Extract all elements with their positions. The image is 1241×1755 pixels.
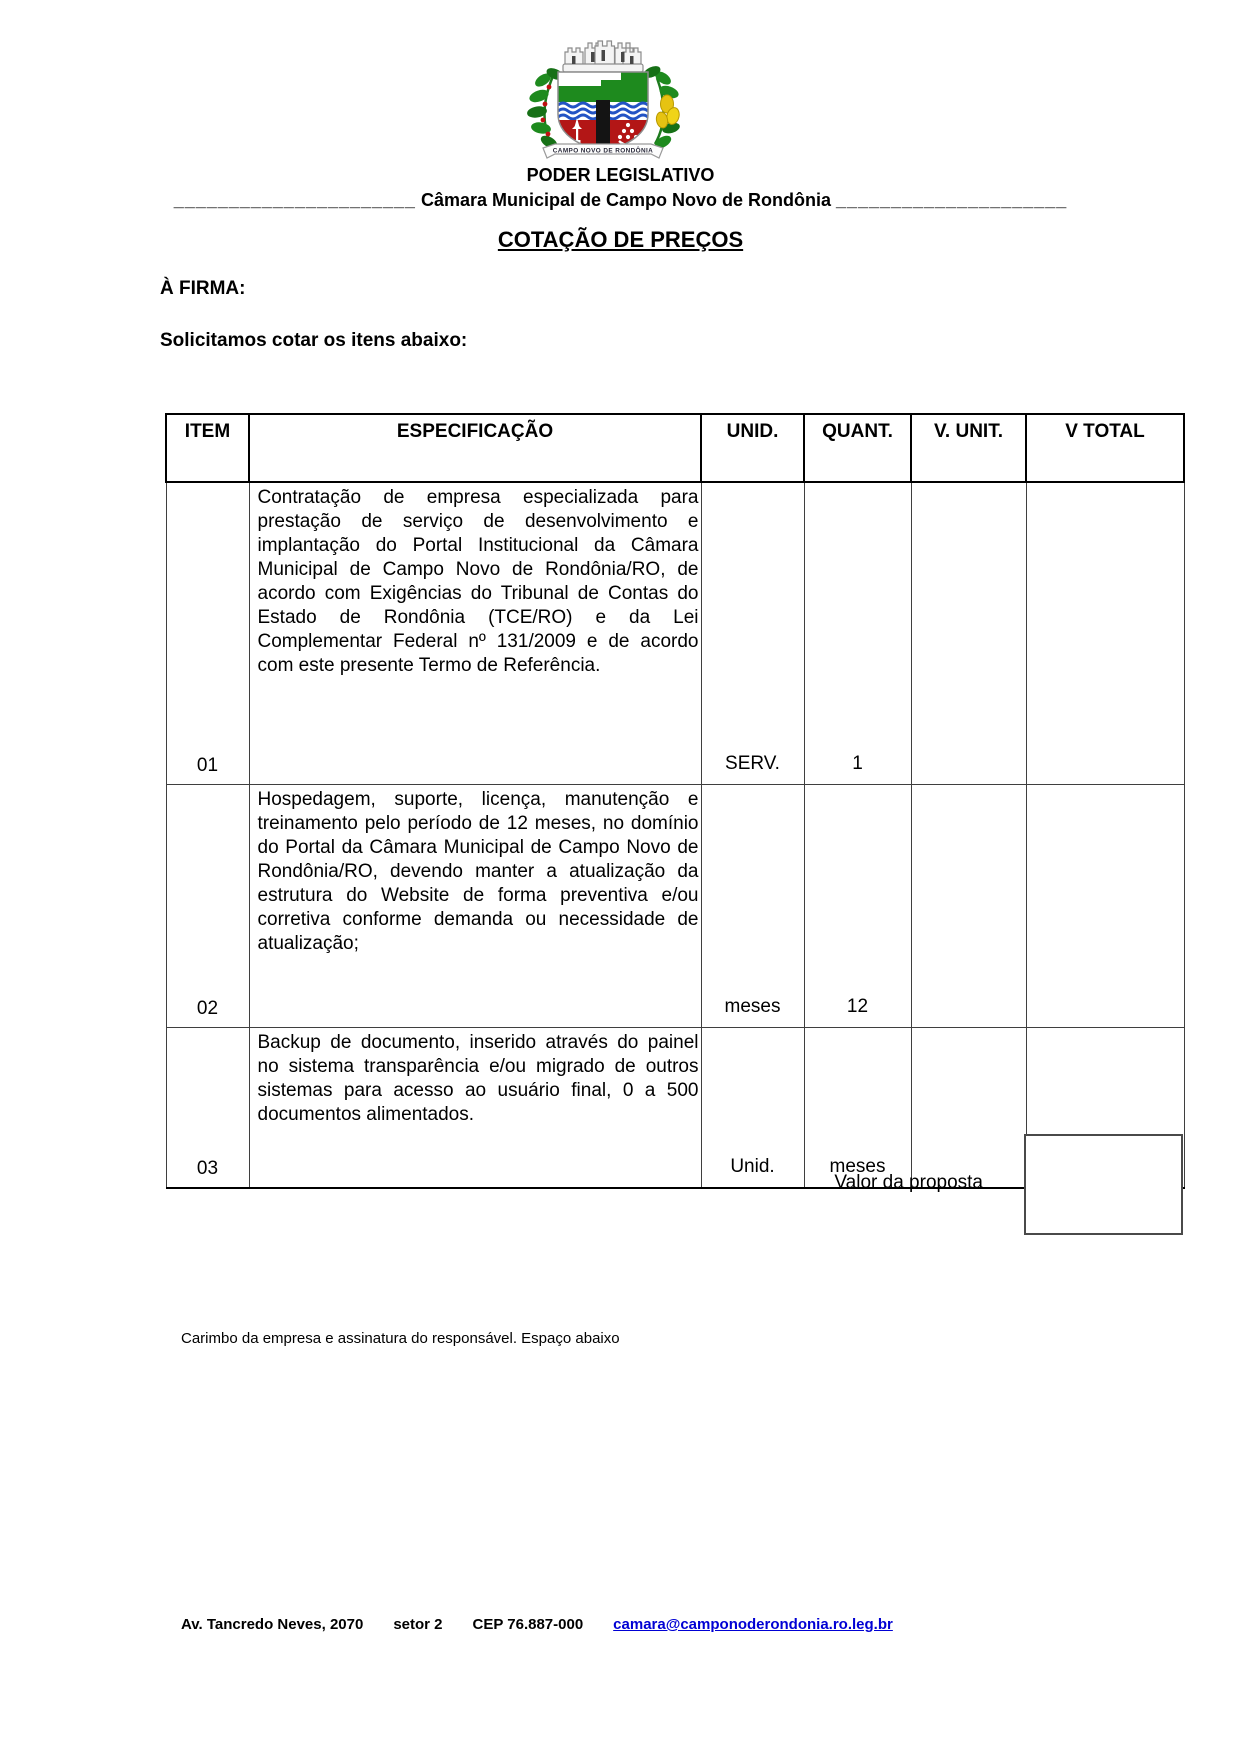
org-header	[0, 163, 1241, 213]
org-line1: PODER LEGISLATIVO	[526, 165, 715, 185]
document-title: COTAÇÃO DE PREÇOS	[497, 227, 744, 252]
page-footer	[181, 1616, 893, 1633]
org-line2-right-rule: _____________________	[836, 190, 1068, 210]
cell-specification: Hospedagem, suporte, licença, manutenção e treinamento pelo período de 12 meses, no domínio do Portal da Câmara Municipal de Campo Novo de Rondônia/RO, devendo manter a atualização da estrutura do Website de forma preventiva e/ou corretiva conforme demanda ou necessidade de atualização;	[249, 785, 701, 1028]
shield-icon	[558, 72, 648, 155]
proposal-value-box[interactable]	[1024, 1134, 1183, 1235]
cell-item-number: 02	[166, 785, 249, 1028]
table-row	[166, 785, 1184, 1028]
org-line2	[0, 188, 1241, 213]
org-line2-left-rule: ______________________	[173, 190, 416, 210]
table-header-row	[166, 414, 1184, 482]
quotation-table	[165, 413, 1185, 1189]
cell-unit-value	[911, 1028, 1026, 1189]
footer-sector: setor 2	[393, 1616, 443, 1633]
cell-unit: meses	[701, 785, 804, 1028]
proposal-value-label: Valor da proposta	[834, 1172, 983, 1193]
col-header-item: ITEM	[166, 414, 249, 482]
cell-specification: Backup de documento, inserido através do painel no sistema transparência e/ou migrado de outros sistemas para acesso ao usuário final, 0 a 500 documentos alimentados.	[249, 1028, 701, 1189]
col-header-v-total: V TOTAL	[1026, 414, 1184, 482]
to-firm-label: À FIRMA:	[160, 278, 246, 299]
cell-specification: Contratação de empresa especializada para prestação de serviço de desenvolvimento e implantação do Portal Institucional da Câmara Municipal de Campo Novo de Rondônia/RO, de acordo com Exigências do Tribunal de Contas do Estado de Rondônia (TCE/RO) e da Lei Complementar Federal nº 131/2009 e de acordo com este presente Termo de Referência.	[249, 482, 701, 785]
cell-quantity: 12	[804, 785, 911, 1028]
cell-unit: Unid.	[701, 1028, 804, 1189]
banner-text: CAMPO NOVO DE RONDÔNIA	[552, 147, 653, 155]
banner-scroll-icon	[543, 144, 663, 158]
stamp-signature-note: Carimbo da empresa e assinatura do responsável. Espaço abaixo	[181, 1330, 620, 1347]
request-line: Solicitamos cotar os itens abaixo:	[160, 330, 468, 351]
col-header-v-unit: V. UNIT.	[911, 414, 1026, 482]
cell-total-value	[1026, 785, 1184, 1028]
cell-total-value	[1026, 482, 1184, 785]
col-header-spec: ESPECIFICAÇÃO	[249, 414, 701, 482]
footer-cep: CEP 76.887-000	[472, 1616, 584, 1633]
cell-quantity: 1	[804, 482, 911, 785]
footer-email-link[interactable]: camara@camponoderondonia.ro.leg.br	[613, 1616, 893, 1633]
table-row	[166, 482, 1184, 785]
coat-of-arms-logo	[485, 32, 721, 168]
cell-unit-value	[911, 785, 1026, 1028]
cell-unit-value	[911, 482, 1026, 785]
org-name: Câmara Municipal de Campo Novo de Rondônia	[420, 190, 832, 210]
footer-address: Av. Tancredo Neves, 2070	[181, 1616, 364, 1633]
mural-crown-icon	[563, 41, 643, 72]
cell-item-number: 03	[166, 1028, 249, 1189]
col-header-quant: QUANT.	[804, 414, 911, 482]
cell-unit: SERV.	[701, 482, 804, 785]
col-header-unid: UNID.	[701, 414, 804, 482]
table-header	[166, 414, 1184, 482]
cell-quantity: meses	[804, 1028, 911, 1189]
cell-item-number: 01	[166, 482, 249, 785]
